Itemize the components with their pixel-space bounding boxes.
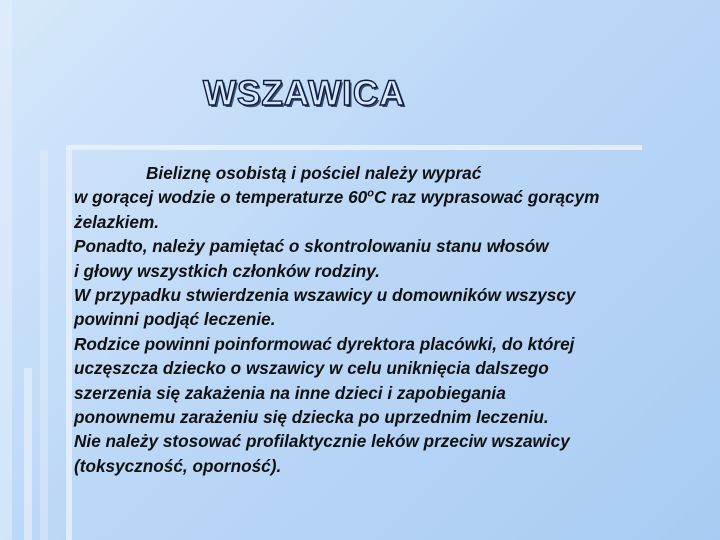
- decorative-bar: [66, 148, 72, 540]
- body-line: (toksyczność, oporność).: [74, 455, 282, 476]
- body-line: uczęszcza dziecko o wszawicy w celu uniknięcia dalszego: [74, 358, 549, 379]
- body-line: Bieliznę osobistą i pościel należy wyprać: [146, 163, 482, 183]
- body-line: powinni podjąć leczenie.: [74, 309, 276, 330]
- body-line: Nie należy stosować profilaktycznie leków przeciw wszawicy: [74, 431, 570, 452]
- degree-superscript: o: [367, 187, 374, 200]
- decorative-divider: [66, 145, 642, 150]
- body-line: Ponadto, należy pamiętać o skontrolowaniu stanu włosów: [74, 236, 549, 257]
- slide-title: WSZAWICA: [203, 74, 406, 113]
- body-line: szerzenia się zakażenia na inne dzieci i zapobiegania: [74, 382, 506, 403]
- slide-body: [74, 161, 714, 478]
- body-line-part: C raz wyprasować gorącym: [373, 187, 600, 208]
- body-line: W przypadku stwierdzenia wszawicy u domowników wszyscy: [74, 285, 576, 306]
- body-line-part: w gorącej wodzie o temperaturze 60: [74, 187, 368, 208]
- body-line: Rodzice powinni poinformować dyrektora placówki, do której: [74, 333, 575, 354]
- body-line: ponownemu zarażeniu się dziecka po uprzednim leczeniu.: [74, 407, 549, 428]
- body-line: [74, 185, 714, 209]
- decorative-bar: [0, 0, 12, 540]
- decorative-bar: [24, 368, 32, 540]
- body-line: żelazkiem.: [74, 211, 160, 232]
- body-line: i głowy wszystkich członków rodziny.: [74, 260, 380, 281]
- decorative-bar: [40, 150, 48, 540]
